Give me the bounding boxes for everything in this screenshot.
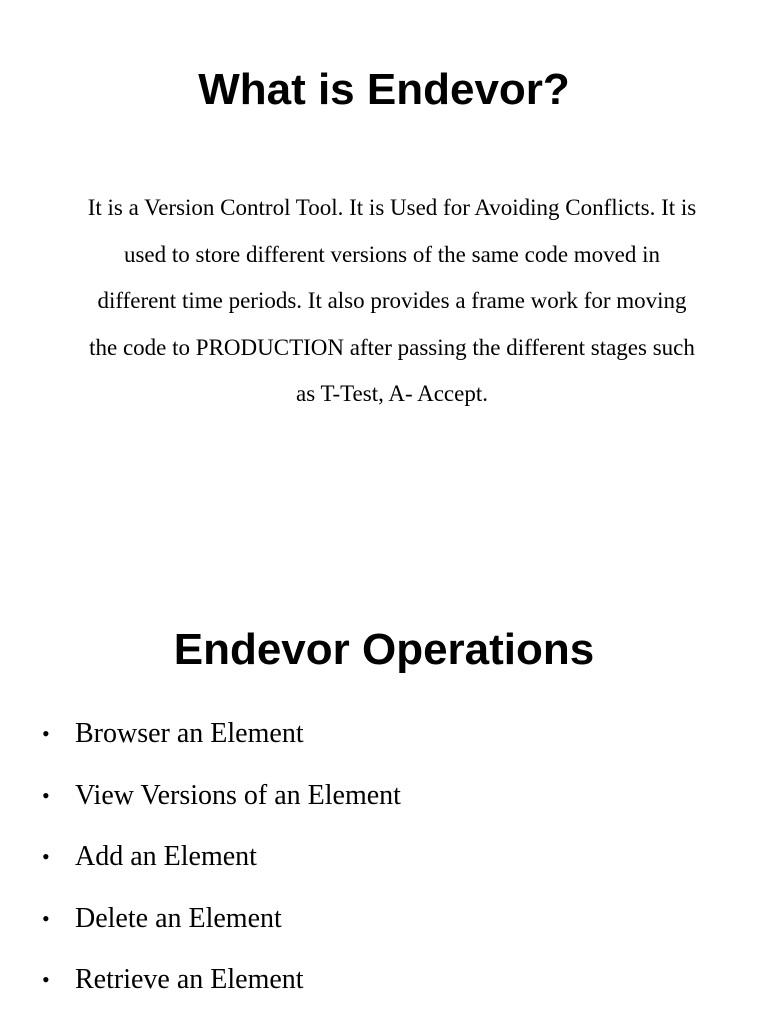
list-item-label: Browser an Element [75,718,304,749]
list-item [0,831,768,893]
slide-title: Endevor Operations [173,625,595,674]
slide-title: What is Endevor? [198,65,570,114]
bullet-icon: • [42,782,50,808]
list-item-label: Add an Element [75,841,257,872]
bullet-icon: • [42,967,50,992]
list-item-label: View Versions of an Element [75,779,401,811]
list-item-label: Retrieve an Element [75,964,304,995]
slide-body-text: It is a Version Control Tool. It is Used for Avoiding Conflicts. It is used to store different versions of the same code moved in different time periods. It also provides a frame work for moving the code to PRODUCTION after passing the different stages such as T-Test, A- Accept. [87,195,697,406]
list-item [0,954,768,1016]
list-item [0,893,768,955]
list-item [0,770,768,832]
slide-endevor-operations [0,512,768,1024]
bullet-icon: • [42,844,50,869]
list-item-label: Delete an Element [75,902,282,934]
operations-list [0,708,768,1016]
list-item [0,708,768,770]
bullet-icon: • [42,721,50,746]
bullet-icon: • [42,905,50,931]
